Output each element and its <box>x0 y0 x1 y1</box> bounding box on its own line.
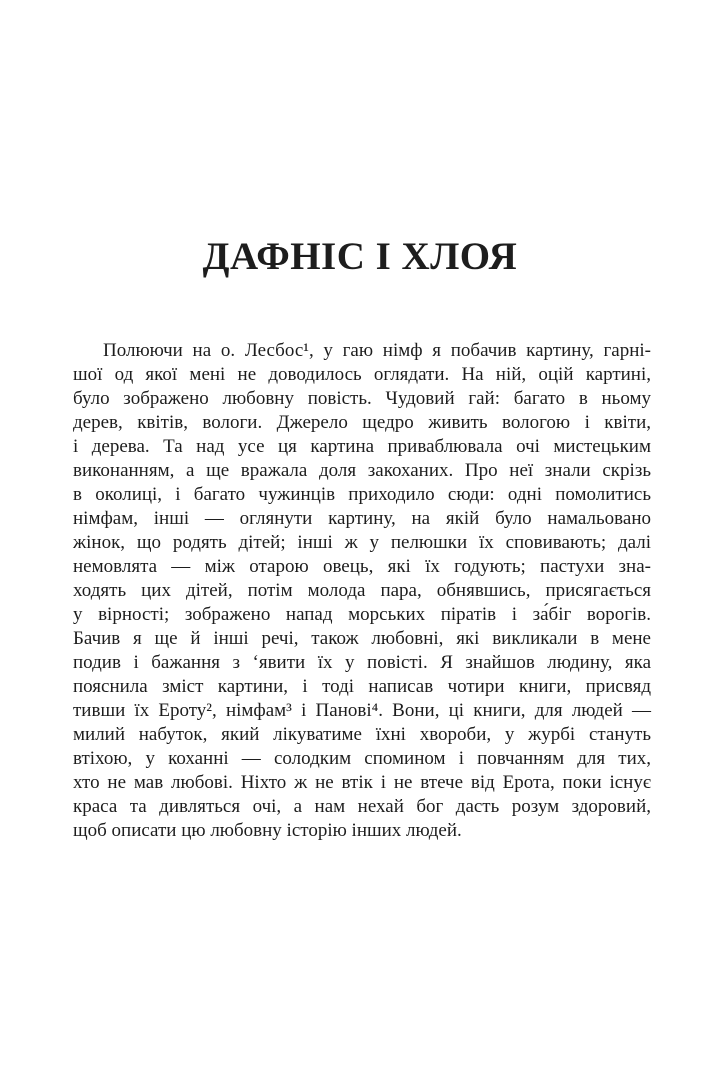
paragraph <box>73 339 651 843</box>
text-line: дерев, квітів, вологи. Джерело щедро живить вологою і квіти, <box>73 412 651 433</box>
text-line: краса та дивляться очі, а нам нехай бог дасть розум здоровий, <box>73 796 651 817</box>
text-line: було зображено любовну повість. Чудовий гай: багато в ньому <box>73 388 651 409</box>
text-line: ходять цих дітей, потім молода пара, обнявшись, присягається <box>73 580 651 601</box>
text-line: шої од якої мені не доводилось оглядати. На ній, оцій картині, <box>73 364 651 385</box>
text-line: жінок, що родять дітей; інші ж у пелюшки їх сповивають; далі <box>73 532 651 553</box>
text-line: пояснила зміст картини, і тоді написав чотири книги, присвяд <box>73 676 651 697</box>
text-line: втіхою, у коханні — солодким спомином і повчанням для тих, <box>73 748 651 769</box>
text-line: подив і бажання з ‘явити їх у повісті. Я знайшов людину, яка <box>73 652 651 673</box>
text-line: щоб описати цю любовну історію інших людей. <box>73 820 462 841</box>
text-line: виконанням, а ще вражала доля закоханих. Про неї знали скрізь <box>73 460 651 481</box>
text-line: хто не мав любові. Ніхто ж не втік і не втече від Ерота, поки існує <box>73 772 651 793</box>
text-line: Бачив я ще й інші речі, також любовні, які викликали в мене <box>73 628 651 649</box>
text-line: немовлята — між отарою овець, які їх годують; пастухи зна- <box>73 556 651 577</box>
text-line: тивши їх Ероту², німфам³ і Панові⁴. Вони, ці книги, для людей — <box>73 700 651 721</box>
text-line: у вірності; зображено напад морських піратів і за́біг ворогів. <box>73 604 651 625</box>
chapter-title: ДАФНІС І ХЛОЯ <box>202 235 518 278</box>
text-line: в околиці, і багато чужинців приходило сюди: одні помолитись <box>73 484 651 505</box>
text-line: німфам, інші — оглянути картину, на якій було намальовано <box>73 508 651 529</box>
text-line: Полюючи на о. Лесбос¹, у гаю німф я побачив картину, гарні- <box>103 340 651 361</box>
text-line: і дерева. Та над усе ця картина приваблювала очі мистецьким <box>73 436 651 457</box>
text-line: милий набуток, який лікуватиме їхні хвороби, у журбі стануть <box>73 724 651 745</box>
